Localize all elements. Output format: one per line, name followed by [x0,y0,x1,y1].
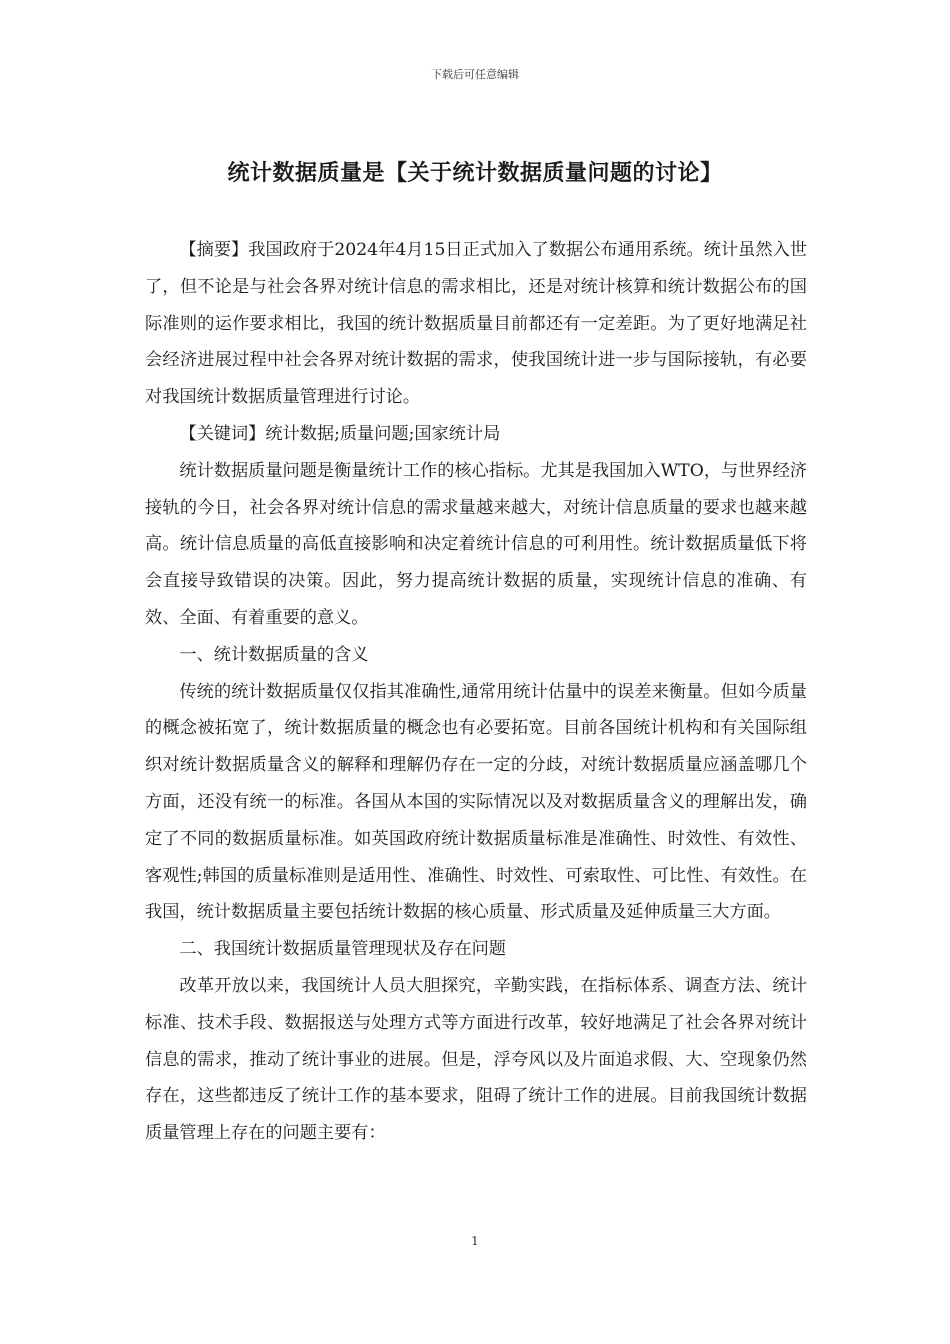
keywords-paragraph: 【关键词】统计数据;质量问题;国家统计局 [179,423,501,444]
body-paragraph: 统计数据质量问题是衡量统计工作的核心指标。尤其是我国加入WTO，与世界经济接轨的今日，社会各界对统计信息的需求量越来越大，对统计信息质量的要求也越来越高。统计信息质量的高低直接影响和决定着统计信息的可利用性。统计数据质量低下将会直接导致错误的决策。因此，努力提高统计数据的质量，实现统计信息的准确、有效、全面、有着重要的意义。 [145,460,807,628]
page-header-note: 下载后可任意编辑 [431,68,519,81]
document-title: 统计数据质量是【关于统计数据质量问题的讨论】 [227,160,723,186]
document-body [145,232,807,1152]
abstract-paragraph: 【摘要】我国政府于2024年4月15日正式加入了数据公布通用系统。统计虽然入世了，但不论是与社会各界对统计信息的需求相比，还是对统计核算和统计数据公布的国际准则的运作要求相比，我国的统计数据质量目前都还有一定差距。为了更好地满足社会经济进展过程中社会各界对统计数据的需求，使我国统计进一步与国际接轨，有必要对我国统计数据质量管理进行讨论。 [145,240,807,408]
body-paragraph: 传统的统计数据质量仅仅指其准确性,通常用统计估量中的误差来衡量。但如今质量的概念被拓宽了，统计数据质量的概念也有必要拓宽。目前各国统计机构和有关国际组织对统计数据质量含义的解释和理解仍存在一定的分歧，对统计数据质量应涵盖哪几个方面，还没有统一的标准。各国从本国的实际情况以及对数据质量含义的理解出发，确定了不同的数据质量标准。如英国政府统计数据质量标准是准确性、时效性、有效性、客观性;韩国的质量标准则是适用性、准确性、时效性、可索取性、可比性、有效性。在我国，统计数据质量主要包括统计数据的核心质量、形式质量及延伸质量三大方面。 [145,681,807,923]
body-paragraph: 改革开放以来，我国统计人员大胆探究，辛勤实践，在指标体系、调查方法、统计标准、技术手段、数据报送与处理方式等方面进行改革，较好地满足了社会各界对统计信息的需求，推动了统计事业的进展。但是，浮夸风以及片面追求假、大、空现象仍然存在，这些都违反了统计工作的基本要求，阻碍了统计工作的进展。目前我国统计数据质量管理上存在的问题主要有： [145,975,807,1144]
section-heading: 二、我国统计数据质量管理现状及存在问题 [179,939,506,960]
page-number: 1 [471,1234,479,1248]
section-heading: 一、统计数据质量的含义 [179,644,369,665]
